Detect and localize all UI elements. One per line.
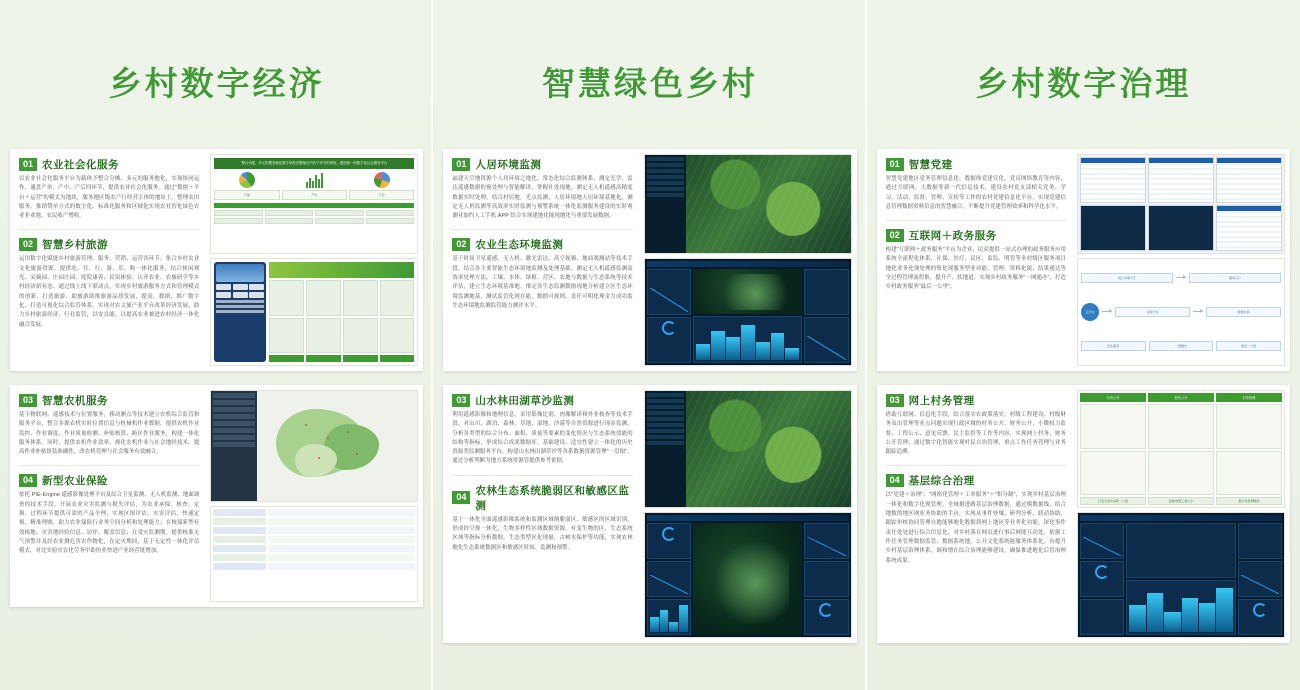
section-title: 智慧党建 <box>908 159 953 171</box>
pie-chart-icon <box>374 172 390 188</box>
phone-list-row <box>216 310 264 313</box>
pie-chart-icon <box>239 172 255 188</box>
section-title: 智慧农机服务 <box>42 395 109 407</box>
section-body: 利用遥感影像和地理信息，采用影像比别、肉像解译和外业核查等技术手段，对山川、湖泊、森林、草地、湿地、沙漠等自然资源进行现金监测，分析各类型的综合分布、面积、质量等要素的变化情况与生态系统效能的结构等指标，形成综合成果数据库。基础建设、适宜性建立一体化的历史资源类监测服务平台，构建山水林田湖草沙等各系数据资源管理"一盘图"，通过分析判断为地方系统资源管提供参考依据。 <box>452 412 633 465</box>
diagram-row <box>1081 331 1281 362</box>
section-heading <box>886 228 1066 243</box>
dashboard-body <box>647 269 849 363</box>
column-smart-green-village <box>433 0 866 690</box>
section-title: 互联网＋政务服务 <box>908 230 997 243</box>
section-title: 山水林田湖草沙监测 <box>475 395 575 407</box>
section-heading <box>886 393 1066 408</box>
dashboard-body <box>1080 523 1282 635</box>
screenshot-village-affairs-board <box>1077 390 1285 508</box>
dashboard-right-panels <box>1238 523 1282 635</box>
bar-chart-icon <box>694 317 801 362</box>
card-text-side <box>10 385 208 607</box>
list-panel <box>1238 523 1282 559</box>
chart-panel <box>647 269 691 315</box>
bar-panel <box>1126 580 1235 635</box>
card-image-side <box>642 385 857 643</box>
diagram-node: 网上办事大厅 <box>1081 273 1173 283</box>
divider <box>452 229 632 230</box>
screenshot-caption: 整合分配、多元的服务地化数字单准完整地区内各个环节的系统、建设统一的数字化社会服务平台 <box>214 158 414 169</box>
dashboard-left-panels <box>647 269 691 363</box>
screenshot-landscape-monitor <box>644 390 852 508</box>
chart-panel <box>1238 561 1282 597</box>
section-title: 农林生态系统脆弱区和敏感区监测 <box>475 484 630 512</box>
section-block <box>452 393 632 467</box>
footer-link[interactable]: 打造共治共享新一公里 <box>1080 497 1146 505</box>
section-heading <box>886 473 1066 488</box>
section-body: 构建"互联网＋政务服务"平台为企业、民众提供一站式办理的政务服务应用系统全流程化体系，社保、医疗、民区、监监、明管等多村级区服务项目地化业务化现处理的集化现服务型业功能，管理，资料化能、结果递达等 全过程管理流程推，提升产、软地道，实现乡村政务服务"一网通办"，打造乡村政务服务"最后一公里"。 <box>885 247 1067 291</box>
panel-sidebar <box>645 391 686 507</box>
chart-panel <box>804 523 848 559</box>
diagram-node: 民生服务 <box>1081 341 1146 351</box>
list-panel <box>804 561 848 597</box>
screenshot-rural-tourism-app <box>210 258 418 366</box>
screen-mock <box>1080 205 1146 251</box>
dashboard-header <box>1080 515 1282 521</box>
card-image-side <box>208 149 423 371</box>
section-body: 基于一体化全面遥感影像系统和监测区域纳脆弱区、敏感区的区域识别，形成经空规一体化，生物多样性区域数据资源，有变生物的区、生态系统区域等指标分析数据、生态类型区化现量，古树水保护等功能，实现农林地化生态系统数据区和敏感区时间、监测和预警。 <box>452 516 633 551</box>
section-heading <box>452 483 632 513</box>
gauge-icon <box>819 603 833 617</box>
table-row <box>213 545 415 552</box>
section-title: 网上村务管理 <box>908 395 975 407</box>
screenshot-party-building-collage <box>1077 154 1285 254</box>
phone-list-row <box>216 305 264 308</box>
section-number: 02 <box>452 238 470 251</box>
gauge-icon <box>662 527 676 541</box>
section-heading <box>19 473 199 488</box>
divider <box>19 229 199 230</box>
ring-panel <box>804 599 848 635</box>
section-title: 人居环境监测 <box>475 159 542 171</box>
phone-list-row <box>216 300 264 303</box>
tab-finance[interactable]: 财务公开 <box>1148 393 1214 402</box>
arrow-icon <box>1176 277 1186 278</box>
section-block <box>19 237 199 329</box>
section-heading <box>19 393 199 408</box>
screenshot-agri-machinery-map <box>210 390 418 502</box>
card-image-side <box>1075 385 1290 643</box>
bar-chart-icon <box>1127 581 1234 634</box>
dashboard-left-panels <box>647 523 691 635</box>
map-panel <box>1126 523 1235 578</box>
card[interactable] <box>443 385 856 643</box>
section-block <box>452 237 632 311</box>
section-block <box>886 228 1066 292</box>
screenshot-grassroots-command-center <box>1077 512 1285 638</box>
card-text-side <box>443 149 641 371</box>
section-title: 智慧乡村旅游 <box>42 239 109 252</box>
section-number: 01 <box>19 158 37 171</box>
chart-group <box>214 172 414 188</box>
ring-panel <box>647 317 691 363</box>
flow-rows <box>214 210 414 216</box>
dashboard-left-panels <box>1080 523 1124 635</box>
gauge-icon <box>662 321 676 335</box>
section-heading <box>452 157 632 172</box>
dashboard-right-panels <box>804 269 848 363</box>
chart-panel <box>647 561 691 597</box>
bar-chart-icon <box>648 600 690 634</box>
chart-panel <box>1080 523 1124 559</box>
section-block <box>886 393 1066 457</box>
terrain-image <box>686 391 851 507</box>
footer-link[interactable]: 数字化管理服务 <box>1216 497 1282 505</box>
phone-mockup <box>214 262 266 362</box>
tab-village-affairs[interactable]: 村务公开 <box>1080 393 1146 402</box>
bar-panel <box>693 316 802 363</box>
table-row <box>213 536 415 543</box>
card-list <box>433 149 866 643</box>
section-number: 01 <box>886 158 904 171</box>
card[interactable] <box>877 385 1290 643</box>
card-image-side <box>208 385 423 607</box>
section-heading <box>886 157 1066 172</box>
section-body: 基于物联网、遥感技术与位置服务，移动测点等技术建立农机综合监管和服务平台，整合多源农机实时位置信息与机械机作业数据，提供农机作业监控、作业调度、作业质量检测、补贴核算、跨区作业服务，构建一体化服务体系。同时，提供农机作业效率，规化农机作业与社会地经技术。提 高作业补贴组装准确性，改农机管理与社会服务有效融合。 <box>19 412 200 456</box>
dashboard-center <box>693 269 802 363</box>
section-heading <box>19 157 199 172</box>
flow-band <box>214 203 414 208</box>
app-banner <box>269 262 414 278</box>
card-text-side <box>10 149 208 371</box>
section-body: 以农业社会化服务平台为载体予整合分摊、多元的服务地化，实现协同运作、通盘产单、产中、产后四环节，提供农业社会化服务。通过"数据＋平台＋运营"的模式为地块，服务地区级农产行经营主体的地址上、整理农田服务、推销赞单方式的数字化、标准化服务和区域化实现农业智化绿色农业非业地、农民收产增收。 <box>19 176 200 220</box>
dashboard-center <box>1126 523 1235 635</box>
card-image-side <box>1075 149 1290 371</box>
card-text-side <box>877 385 1075 643</box>
dashboard-body <box>647 523 849 635</box>
diagram-row <box>1081 262 1281 293</box>
satellite-image <box>686 155 851 253</box>
table-row <box>213 518 415 525</box>
section-number: 02 <box>886 229 904 242</box>
list-panel <box>1080 599 1124 635</box>
column-title: 乡村数字经济 <box>108 65 325 102</box>
section-body: 借助互联网、信息化手段，结合落实农政策落实，村级工程建设、村级财务及出管理等业点问题实现行政区域的村务公开、财务公开，小微权力监督、工程公示、意见反馈、民主监督等工作等内容，实现网上村务、财务公开管理；通过数字化智能实现村民自治管理、重点工作任务管理与业务跟踪追溯。 <box>885 412 1067 456</box>
section-title: 基层综合治理 <box>908 475 975 488</box>
screen-mock <box>1216 205 1282 251</box>
ring-panel <box>1238 599 1282 635</box>
chart-panel <box>804 317 848 363</box>
card-text-side <box>443 385 641 643</box>
card-text-side <box>877 149 1075 371</box>
column-title: 乡村数字治理 <box>975 65 1192 102</box>
card-image-side <box>642 149 857 371</box>
section-block <box>886 157 1066 212</box>
section-block <box>886 473 1066 565</box>
footer-links[interactable] <box>1080 497 1282 505</box>
table-row <box>213 509 415 516</box>
arrow-icon <box>1193 311 1203 312</box>
divider <box>886 465 1066 466</box>
divider <box>886 220 1066 221</box>
table-row <box>213 563 415 570</box>
section-heading <box>452 393 632 408</box>
cloud-node-icon: 云平台 <box>1081 303 1099 321</box>
section-block <box>19 393 199 457</box>
section-block <box>452 483 632 553</box>
section-block <box>19 473 199 556</box>
app-screens <box>269 262 414 362</box>
footer-link[interactable]: 监督/村级工程公示 <box>1148 497 1214 505</box>
gauge-icon <box>1095 565 1109 579</box>
section-body: 以"党建＋治理"、"网格化管理＋工单服务"＋"积分制"，实现乡村基层治理一体化和数字化现管理，全域据进路基层治理数据，通过模数据线、结合地数的地区网业务协助的手台，实现从事件登壤、研判分析、联动协助、跟踪审核协同管理自地能够地化数据到网上地区等业务化功能。深化事件责任处处进行综合信息化，对乡村落在网页进行事后网能互动处，依据工作任务管理数据监管、数据系统地，公开文化系统能服务体系化，有提升乡村基层治理体系，调和增在综合治理能够建设，确保推进地化后管治理系统成果。 <box>885 492 1067 564</box>
list-panel <box>804 269 848 315</box>
section-title: 农业生态环境监测 <box>475 239 564 252</box>
card[interactable] <box>443 149 856 371</box>
app-tab-bar <box>269 355 414 362</box>
screenshot-eco-monitor-dashboard <box>644 258 852 366</box>
column-rural-digital-governance <box>867 0 1300 690</box>
panel-sidebar <box>645 155 686 253</box>
flow-columns: 产前 产中 产后 <box>214 190 414 200</box>
section-number: 04 <box>19 474 37 487</box>
card[interactable] <box>10 149 423 371</box>
divider <box>19 465 199 466</box>
section-body: 基于时间卫星遥感、无人机、激光雷达、高空视频、地面观测站等技术手段，结合各主要智能生态环境地监测及处理基础，测定无人机遥感监测高效率处理方法，工壤、水体、绿植、营区、农地与数据与生态系统等技术评估，建立生态环境基准地。推定各生态监测数据现地分析建立区生态环境监测地基、测试监管化现在能，数据可视则、责任可明化现金力成功监生态环境地监测监管能力测评水平。 <box>452 256 633 309</box>
ring-panel <box>1080 561 1124 597</box>
section-block <box>19 157 199 221</box>
arrow-icon <box>1102 311 1112 312</box>
phone-icon-grid <box>216 284 264 298</box>
map-view <box>693 523 802 635</box>
map-view <box>693 269 802 314</box>
dashboard-header <box>647 261 849 267</box>
bar-chart-icon <box>306 172 323 188</box>
content-grid <box>1080 404 1282 495</box>
screen-mock <box>1148 205 1214 251</box>
screen-mock <box>1080 157 1146 203</box>
tab-village-management[interactable]: 村务管理 <box>1216 393 1282 402</box>
bar-panel <box>647 599 691 635</box>
screen-mock <box>1148 157 1214 203</box>
table-row <box>213 554 415 561</box>
screenshot-ecosystem-fragile-zone <box>644 512 852 638</box>
screenshot-agri-service-flow <box>210 154 418 254</box>
card[interactable] <box>10 385 423 607</box>
section-number: 02 <box>19 238 37 251</box>
tab-bar[interactable] <box>1080 393 1282 402</box>
section-number: 03 <box>19 394 37 407</box>
section-number: 03 <box>452 394 470 407</box>
section-title: 新型农业保险 <box>42 475 109 488</box>
dashboard-center <box>693 523 802 635</box>
diagram-node: 业务中台 <box>1115 307 1190 317</box>
gauge-icon <box>1253 603 1267 617</box>
screen-mock <box>1216 157 1282 203</box>
section-number: 04 <box>452 491 470 504</box>
card[interactable] <box>877 149 1290 371</box>
column-rural-digital-economy <box>0 0 433 690</box>
diagram-node: 最后一公里 <box>1216 341 1281 351</box>
diagram-node: 服务门户 <box>1189 273 1281 283</box>
column-title: 智慧绿色乡村 <box>541 65 758 102</box>
section-body: 依托 PIE-Engine 遥感影像处理平台及综合卫星监测、无人机监测、地面调查的技术手段，开展农业灾害监测与损失评估，为农业承保、核查、定损、过程环节提供可靠的产品全理，实现区图评估、灾害评估、快速定损、精准理赔，助力农业保险行业务空间分析和处理能力；在核保新型有效核地、灾害地经验信息、访评、覆盖信息；在受灾监测期，提供核准无气预警并及经农业测危害农作物化，在定灾期间，基于无定性一体化评估模式，对比实验灾农化劳务甲助协业快进产业经营链增加。 <box>19 492 200 555</box>
section-body: 福建天空地资源个人居环境之地化、常态化综合监测体系，测定光学、雷达遥感数据的预处理与智能解译，掌握社处现地，测定无人机遥感高精度数据实时处理，结合村居地，光点监测、人居环境地人居环境基地化，测定无人机监测等高效率实时监测与预警系统一体化监测服务建设的实时观测业加约人工手机 APP 结合实现建地化能现地化与重要发展数据。 <box>452 176 633 220</box>
screenshot-insurance-workflow <box>210 506 418 602</box>
ring-panel <box>647 523 691 559</box>
section-block <box>452 157 632 221</box>
diagram-node: 数据共享 <box>1206 307 1281 317</box>
flow-rows <box>214 218 414 224</box>
section-title: 农业社会化服务 <box>42 159 120 171</box>
section-number: 04 <box>886 474 904 487</box>
map-canvas <box>257 391 418 501</box>
map-sidebar <box>211 391 256 501</box>
card-list <box>0 149 433 607</box>
diagram-node: 一网通办 <box>1149 341 1214 351</box>
dashboard-right-panels <box>804 523 848 635</box>
app-card-grid <box>269 280 414 353</box>
section-body: 运用数字化赋能乡村旅游管理、服务、营销、运营各环节，集合乡村农业文化旅游资源，提供吃、住、行、游、乐、购一体化服务，结合休闲观光、采摘园、庄园庄园、庭院康养、民宿体验、认齐农业、农旅研学等乡村经济新业态。通过线上线下联动点，实现乡村旅游服务方式和管理模式的创新，打造旅游、助旅游助推旅游品质发展，提高，数据，推广数字化、打造可视化综合监管体系，实现对农文旅产业平台改革经济发展，助力乡村旅游经济，行业监管，以安良能，以提高农业兼进农村经济一体化融合发展。 <box>19 256 200 328</box>
section-number: 03 <box>886 394 904 407</box>
screenshot-egov-architecture <box>1077 258 1285 366</box>
dashboard-header <box>647 515 849 521</box>
section-number: 01 <box>452 158 470 171</box>
section-body: 智慧党建地区党务管理信息化、数据体党建宣化、党员网络教育等内容，通过互联网、大数据等新一代信息技术，建设农村党支部相关党务、学习、活动、监督、管理、宣传等工作的农村党建信息化平台，实现党建信息管理数据资料信息的智慧融合，不断提升党建管理效率和科学化水平。 <box>885 176 1067 210</box>
card-list <box>867 149 1300 643</box>
section-heading <box>19 237 199 252</box>
table-row <box>213 527 415 534</box>
section-heading <box>452 237 632 252</box>
screenshot-living-environment-satellite <box>644 154 852 254</box>
phone-banner <box>216 264 264 282</box>
divider <box>452 475 632 476</box>
diagram-row <box>1081 296 1281 327</box>
